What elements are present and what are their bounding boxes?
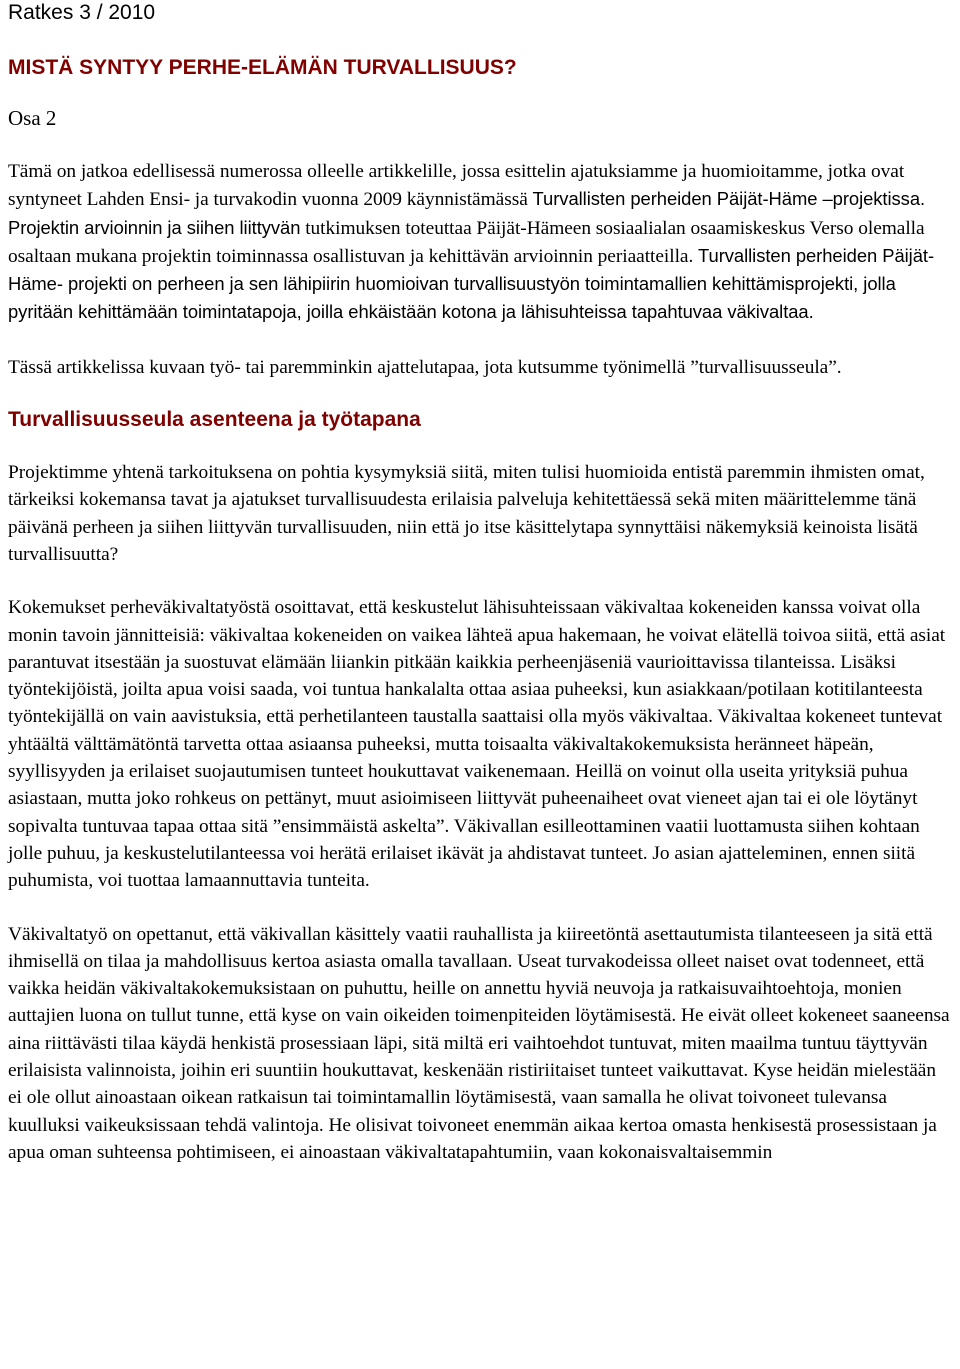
intro-text-a: Tämä on jatkoa edellisessä numerossa olleelle artikkelille, jossa esittelin ajatuksiamme ja huomioitamme, jotka ovat syntyneet Lahden Ensi- ja turvakodin vuonna 2009 käynnistämässä [8, 161, 905, 211]
article-title: MISTÄ SYNTYY PERHE-ELÄMÄN TURVALLISUUS? [8, 56, 517, 79]
paragraph-4: Kokemukset perheväkivaltatyöstä osoittavat, että keskustelut lähisuhteissaan väkivaltaa kokeneiden kanssa voivat olla monin tavoin jännitteisiä: väkivaltaa kokeneiden on vaikea lähteä apua hakemaan, he voivat elätellä toivoa siitä, että asiat parantuvat itsestään ja suostuvat elämään liiankin pitkään kaikkia perheenjäseniä vaurioittavissa tilanteissa. Lisäksi työntekijöistä, joilta apua voisi saada, voi tuntua hankalalta ottaa asiaa puheeksi, kun asiakkaan/potilaan kotitilanteesta työntekijällä on vain aavistuksia, että perhetilanteen taustalla saattaisi olla myös väkivaltaa. Väkivaltaa kokeneet tuntevat yhtäältä välttämätöntä tarvetta ottaa asiaansa puheeksi, mutta toisaalta väkivaltakokemuksista heränneet häpeän, syyllisyyden ja erilaiset suojautumisen tunteet houkuttavat vaikenemaan. Heillä on voinut olla useita yrityksiä puhua asiastaan, mutta joko rohkeus on pettänyt, muut asioimiseen liittyvät puheenaiheet ovat vieneet ajan tai ei ole löytänyt sopivalta tuntuvaa tapaa ottaa sitä ”ensimmäistä askelta”. Väkivallan esilleottaminen vaatii luottamusta siihen kohtaan jolle puhuu, ja keskustelutilanteessa voi herätä erilaiset ikävät ja ahdistavat tunteet. Jo asian ajatteleminen, ennen siitä puhumista, voi tuottaa lamaannuttavia tunteita. [8, 597, 946, 892]
intro-text-d: Turvallisten perheiden Päijät-Häme- projekti on perheen ja sen lähipiirin huomioivan turvallisuustyön toimintamallien kehittämisprojekti, jolla pyritään kehittämään toimintatapoja, joilla ehkäistään kotona ja lähisuhteissa tapahtuvaa väkivaltaa. [8, 244, 935, 323]
intro-text-b: Turvallisten perheiden Päijät-Häme –projektissa. Projektin arvioinnin ja siihen liittyvän [8, 188, 926, 238]
issue-label: Ratkes 3 / 2010 [8, 1, 156, 24]
part-label: Osa 2 [8, 106, 57, 130]
paragraph-2: Tässä artikkelissa kuvaan työ- tai paremminkin ajattelutapaa, jota kutsumme työnimellä ”turvallisuusseula”. [8, 356, 842, 378]
intro-paragraph [8, 158, 952, 327]
intro-text-c: tutkimuksen toteuttaa Päijät-Hämeen sosiaalialan osaamiskeskus Verso olemalla osaltaan mukana projektin toiminnassa osallistuvan ja kehittävän arvioinnin periaatteilla. [8, 217, 925, 267]
section-heading: Turvallisuusseula asenteena ja työtapana [8, 408, 421, 432]
paragraph-3: Projektimme yhtenä tarkoituksena on pohtia kysymyksiä siitä, miten tulisi huomioida entistä paremmin ihmisten omat, tärkeiksi kokemansa tavat ja ajatukset turvallisuudesta erilaisia palveluja kehitettäessä sekä miten määrittelemme tänä päivänä perheen ja siihen liittyvän turvallisuuden, niin että jo itse käsittelytapa synnyttäisi näkemyksiä keinoista lisätä turvallisuutta? [8, 462, 925, 565]
paragraph-5: Väkivaltatyö on opettanut, että väkivallan käsittely vaatii rauhallista ja kiireetöntä asettautumista tilanteeseen ja sitä että ihmisellä on tilaa ja mahdollisuus kertoa asiasta omalla tavallaan. Useat turvakodeissa olleet naiset ovat todenneet, että vaikka heidän väkivaltakokemuksistaan on puhuttu, heille on annettu hyviä neuvoja ja ratkaisuvaihtoehtoja, monien auttajien luona on tullut tunne, että kyse on vain oikeiden toimenpiteiden löytämisestä. He eivät olleet kokeneet saaneensa aina riittävästi tilaa käydä henkistä prosessiaan läpi, sitä miltä eri vaihtoehdot tuntuvat, miten maailma tuntuu täyttyvän erilaisista valinnoista, joihin eri suuntiin houkuttavat, keskenään ristiriitaiset tunteet vaikuttavat. Kyse heidän mielestään ei ole ollut ainoastaan oikean ratkaisun tai toimintamallin löytämisestä, vaan samalla he olivat toivoneet tulevansa kuulluksi vaikeuksissaan tehdä valintoja. He olisivat toivoneet enemmän aikaa kertoa omasta henkisestä prosessistaan ja apua oman suhteensa pohtimiseen, ei ainoastaan väkivaltatapahtumiin, vaan kokonaisvaltaisemmin [8, 923, 950, 1163]
